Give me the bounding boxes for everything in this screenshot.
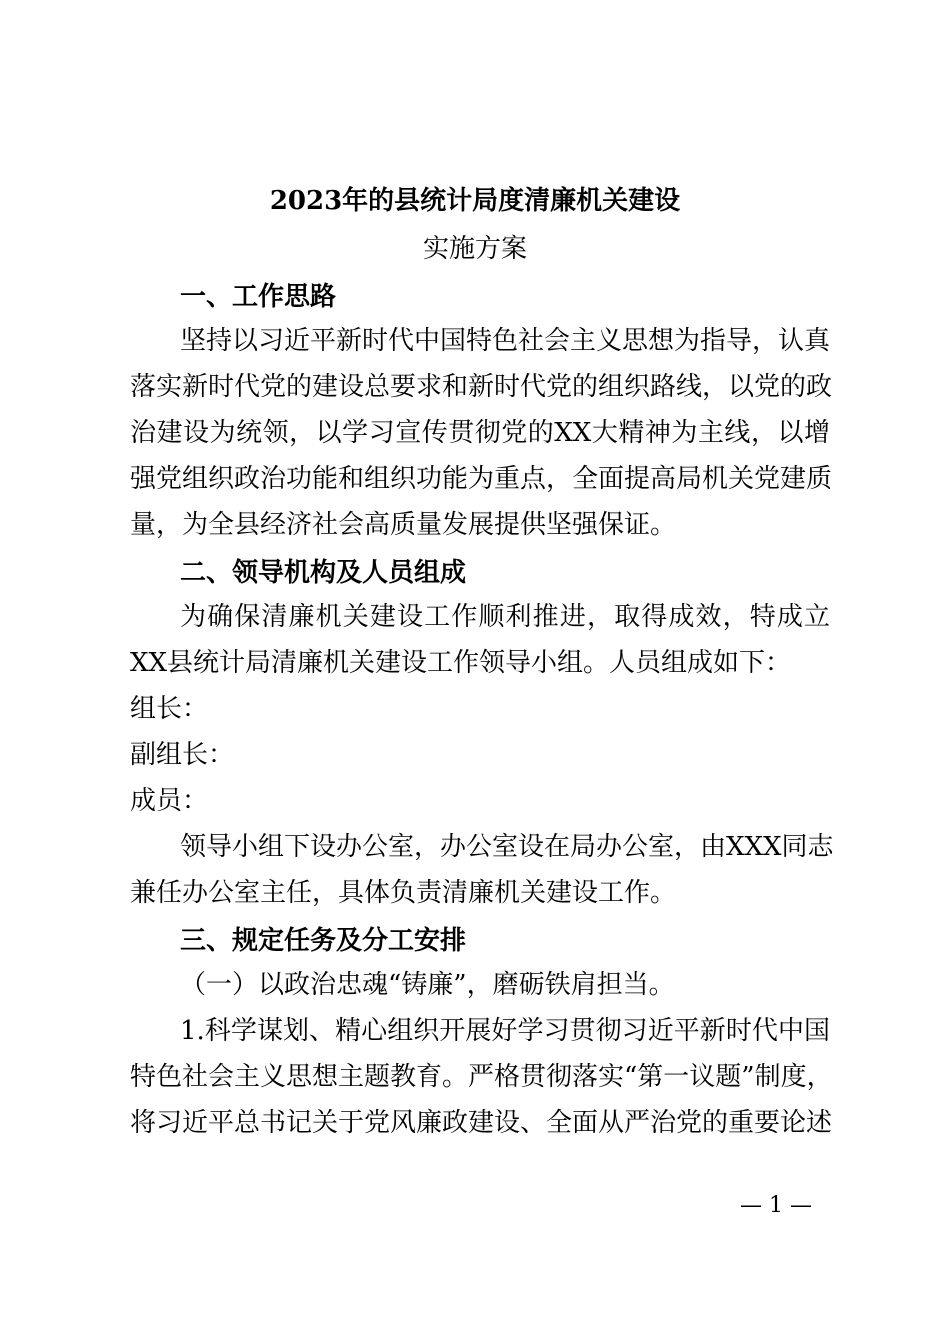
paragraph-line: 领导小组下设办公室，办公室设在局办公室，由XXX同志: [180, 832, 834, 862]
page-number: — 1 —: [740, 1193, 812, 1218]
paragraph-line: 治建设为统领，以学习宣传贯彻党的XX大精神为主线，以增: [130, 418, 830, 448]
document-title: 2023年的县统计局度清廉机关建设: [269, 186, 681, 216]
paragraph-line: 将习近平总书记关于党风廉政建设、全面从严治党的重要论述: [130, 1108, 833, 1138]
members-label: 成员：: [130, 786, 209, 816]
paragraph-line: 坚持以习近平新时代中国特色社会主义思想为指导，认真: [180, 326, 831, 356]
section-heading-2: 二、领导机构及人员组成: [180, 558, 467, 588]
paragraph-line: 特色社会主义思想主题教育。严格贯彻落实“第一议题”制度，: [130, 1062, 833, 1092]
leader-label: 组长：: [130, 694, 209, 724]
subsection-heading-1: （一）以政治忠魂“铸廉”，磨砺铁肩担当。: [180, 970, 675, 1000]
paragraph-line: XX县统计局清廉机关建设工作领导小组。人员组成如下：: [130, 648, 792, 678]
section-heading-1: 一、工作思路: [180, 282, 337, 312]
paragraph-line: 为确保清廉机关建设工作顺利推进，取得成效，特成立: [180, 602, 830, 632]
paragraph-line: 落实新时代党的建设总要求和新时代党的组织路线，以党的政: [130, 372, 833, 402]
paragraph-line: 强党组织政治功能和组织功能为重点，全面提高局机关党建质: [130, 464, 833, 494]
paragraph-line: 兼任办公室主任，具体负责清廉机关建设工作。: [130, 878, 677, 908]
document-subtitle: 实施方案: [422, 234, 527, 264]
section-heading-3: 三、规定任务及分工安排: [180, 926, 467, 956]
paragraph-line: 量，为全县经济社会高质量发展提供坚强保证。: [130, 510, 677, 540]
deputy-leader-label: 副组长：: [130, 740, 235, 770]
paragraph-line: 1.科学谋划、精心组织开展好学习贯彻习近平新时代中国: [180, 1016, 830, 1046]
